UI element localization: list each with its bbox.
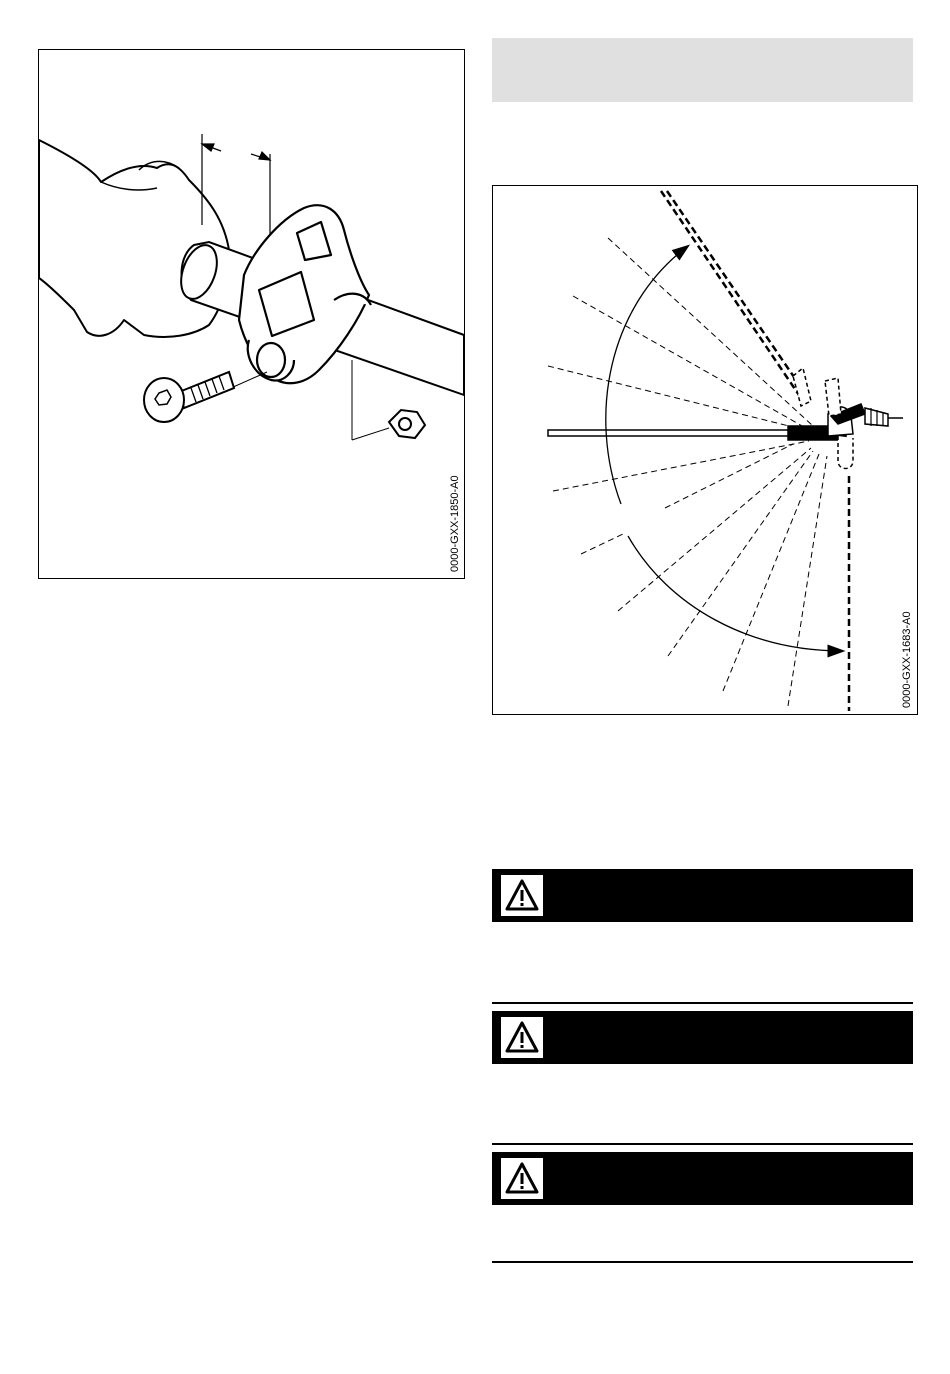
warning-triangle-icon — [501, 1158, 543, 1199]
warning-triangle-icon — [501, 1017, 543, 1058]
figure-code-1683: 0000-GXX-1683-A0 — [901, 611, 913, 708]
radial-guide-lines — [548, 238, 827, 706]
warning-bar-1 — [492, 869, 913, 922]
nut-illustration — [389, 410, 425, 438]
clamp-assembly-drawing — [39, 50, 464, 578]
rotation-arrows — [606, 246, 843, 651]
figure-clamp-assembly — [38, 49, 465, 579]
figure-code-1850: 0000-GXX-1850-A0 — [449, 475, 461, 572]
warning-divider-3 — [492, 1261, 913, 1263]
warning-bar-3 — [492, 1152, 913, 1205]
hand-illustration — [39, 140, 229, 337]
section-heading-box — [492, 38, 913, 102]
warning-bar-2 — [492, 1011, 913, 1064]
figure-angle-adjustment — [492, 185, 918, 715]
extreme-positions — [661, 191, 849, 711]
warning-triangle-icon — [501, 875, 543, 916]
warning-divider-2 — [492, 1143, 913, 1145]
angle-adjustment-drawing — [493, 186, 917, 714]
screw-illustration — [144, 372, 234, 422]
warning-divider-1 — [492, 1002, 913, 1004]
